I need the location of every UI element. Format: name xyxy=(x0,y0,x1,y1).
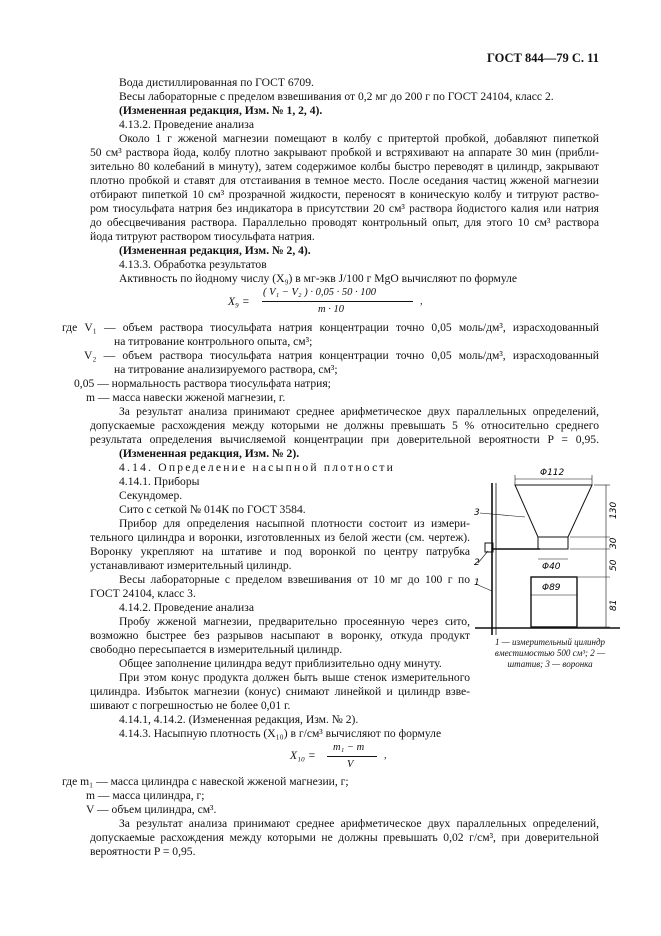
section-heading: 4.14.1. Приборы xyxy=(119,475,200,488)
text-line: Вода дистиллированная по ГОСТ 6709. xyxy=(119,76,314,89)
text-line: зительно 80 колебаний в минуту), затем содержимое колбы быстро переводят в цилиндр, закрывают xyxy=(90,160,599,173)
text-line: За результат анализа принимают среднее арифметическое двух параллельных определений, xyxy=(119,405,599,418)
text-line: шивают с погрешностью не более 0,01 г. xyxy=(90,699,291,712)
text-line: где V₁ — объем раствора тиосульфата натрия концентрации точно 0,05 моль/дм³, израсходованный xyxy=(62,321,599,334)
page-header: ГОСТ 844—79 С. 11 xyxy=(487,51,599,65)
text-line: Весы лабораторные с пределом взвешивания от 0,2 мг до 200 г по ГОСТ 24104, класс 2. xyxy=(119,90,554,103)
formula-tail: , xyxy=(384,750,387,761)
formula-numerator: m₁ − m xyxy=(333,742,365,753)
fraction-bar xyxy=(262,301,413,302)
text-line: ГОСТ 24104, класс 3. xyxy=(90,587,196,600)
label-stand: 2 xyxy=(474,558,480,568)
dim-phi40: Φ40 xyxy=(542,562,561,572)
formula-numerator: ( V₁ − V₂ ) · 0,05 · 50 · 100 xyxy=(263,287,376,298)
text-line: допускаемые расхождения между которыми не должны превышать 0,02 г/см³, при доверительной xyxy=(90,831,599,844)
text-line: возможно быстрее без разрывов насыпают в воронку, откуда продукт xyxy=(90,629,470,642)
section-heading: 4.14.2. Проведение анализа xyxy=(119,601,254,614)
text-line: m — масса навески жженой магнезии, г. xyxy=(86,391,286,404)
amendment-note: (Измененная редакция, Изм. № 2). xyxy=(119,447,300,460)
text-line: цилиндра. Избыток магнезии (конус) снимают линейкой и цилиндр взве- xyxy=(90,685,470,698)
section-heading: 4.13.3. Обработка результатов xyxy=(119,258,267,271)
label-cylinder: 1 xyxy=(474,578,480,588)
text-line: Около 1 г жженой магнезии помещают в колбу с притертой пробкой, добавляют пипеткой xyxy=(119,132,599,145)
amendment-note: (Измененная редакция, Изм. № 1, 2, 4). xyxy=(119,104,323,117)
text-line: на титрование анализируемого раствора, см³; xyxy=(114,363,338,376)
text-line: свободно пересыпается в измерительный цилиндр. xyxy=(90,643,343,656)
figure-caption: штатив; 3 — воронка xyxy=(507,659,593,669)
text-line: Прибор для определения насыпной плотности состоит из измери- xyxy=(119,517,470,530)
text-line: где m₁ — масса цилиндра с навеской жженой магнезии, г; xyxy=(62,775,349,788)
text-line: Секундомер. xyxy=(119,489,183,502)
formula-lhs: X₁₀ = xyxy=(290,750,316,762)
section-heading: 4.13.2. Проведение анализа xyxy=(119,118,254,131)
text-line: ром тиосульфата натрия без индикатора в присутствии 20 см³ раствора йодистого калия или натрия xyxy=(90,202,599,215)
text-line: до обесцвечивания раствора. Параллельно проводят контрольный опыт, для этого 10 см³ раствора xyxy=(90,216,599,229)
text-line: вероятности P = 0,95. xyxy=(90,845,196,858)
text-line: устанавливают измерительный цилиндр. xyxy=(90,559,292,572)
amendment-note: (Измененная редакция, Изм. № 2, 4). xyxy=(119,244,311,257)
dim-phi112: Φ112 xyxy=(540,468,565,478)
text-line: 4.14.3. Насыпную плотность (X₁₀) в г/см³ вычисляют по формуле xyxy=(119,727,442,740)
text-line: m — масса цилиндра, г; xyxy=(86,789,205,802)
text-line: За результат анализа принимают среднее арифметическое двух параллельных определений, xyxy=(119,817,599,830)
text-line: 50 см³ раствора йода, колбу плотно закрывают пробкой и встряхивают на аппарате 30 мин (прибли- xyxy=(90,146,599,159)
formula-lhs: X₉ = xyxy=(228,296,250,308)
figure-caption: 1 — измерительный цилиндр xyxy=(494,637,606,647)
text-line: Пробу жженой магнезии, предварительно просеянную через сито, xyxy=(119,615,470,628)
text-line: йода титруют раствором тиосульфата натрия. xyxy=(90,230,315,243)
text-line: Активность по йодному числу (X₉) в мг-экв J/100 г MgO вычисляют по формуле xyxy=(119,272,518,285)
text-line: тельного цилиндра и воронки, изготовленных из белой жести (см. чертеж). xyxy=(90,531,470,544)
text-line: результата определения вычисляемой концентрации при доверительной вероятности P = 0,95. xyxy=(90,433,599,446)
text-line: допускаемые расхождения между которыми не должны превышать 5 % относительно среднего xyxy=(90,419,599,432)
text-line: Сито с сеткой № 014К по ГОСТ 3584. xyxy=(119,503,306,516)
formula-tail: , xyxy=(420,296,423,307)
text-line: V — объем цилиндра, см³. xyxy=(86,803,217,816)
text-line: 0,05 — нормальность раствора тиосульфата натрия; xyxy=(74,377,331,390)
fraction-bar xyxy=(327,756,377,757)
label-funnel: 3 xyxy=(474,508,480,518)
text-line: При этом конус продукта должен быть выше стенок измерительного xyxy=(119,671,470,684)
amendment-note: 4.14.1, 4.14.2. (Измененная редакция, Изм. № 2). xyxy=(119,713,359,726)
section-heading: 4.14. Определение насыпной плотности xyxy=(119,461,396,474)
dim-30: 30 xyxy=(609,537,619,549)
dim-50: 50 xyxy=(609,559,619,571)
text-line: Воронку укрепляют на штативе и под воронкой по центру патрубка xyxy=(90,545,470,558)
text-line: плотно пробкой и ставят для отстаивания в темное место. После оседания частиц жженой магнезии xyxy=(90,174,599,187)
formula-denominator: m · 10 xyxy=(318,304,344,315)
text-line: отбирают пипеткой 10 см³ прозрачной жидкости, переносят в коническую колбу и титруют раство- xyxy=(90,188,599,201)
dim-phi89: Φ89 xyxy=(542,583,561,593)
text-line: на титрование контрольного опыта, см³; xyxy=(114,335,313,348)
dim-130: 130 xyxy=(609,501,619,519)
text-line: Весы лабораторные с пределом взвешивания от 10 мг до 100 г по xyxy=(119,573,470,586)
text-line: V₂ — объем раствора тиосульфата натрия концентрации точно 0,05 моль/дм³, израсходованный xyxy=(84,349,599,362)
figure-caption: вместимостью 500 см³; 2 — xyxy=(494,648,606,658)
formula-denominator: V xyxy=(347,759,354,770)
text-line: Общее заполнение цилиндра ведут приблизительно одну минуту. xyxy=(119,657,442,670)
dim-81: 81 xyxy=(609,599,619,611)
apparatus-drawing xyxy=(470,465,640,635)
